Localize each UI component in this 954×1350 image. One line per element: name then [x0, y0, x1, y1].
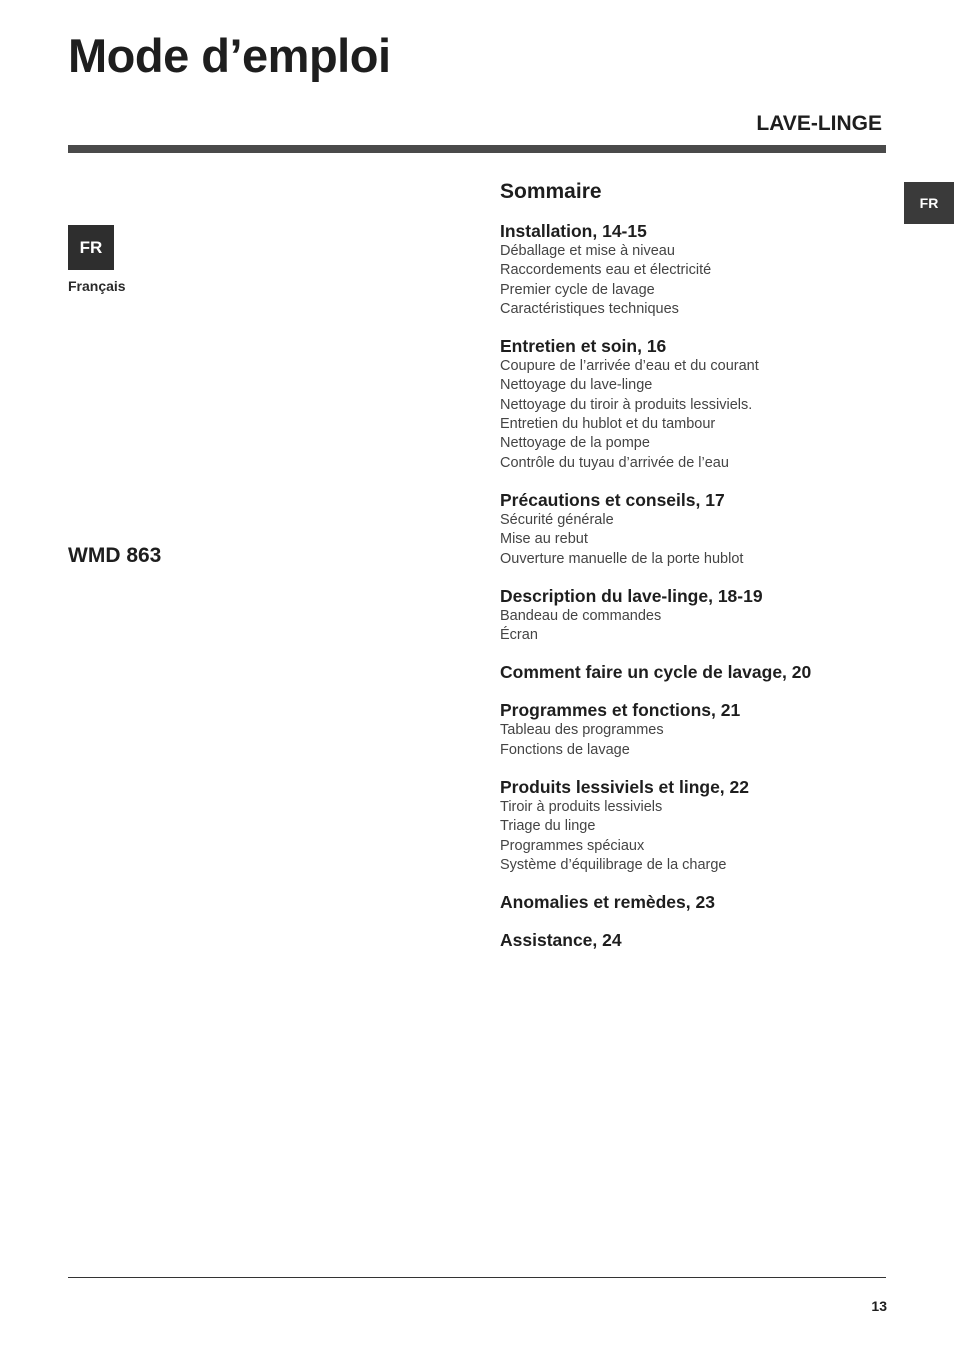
toc-item: Bandeau de commandes [500, 607, 662, 624]
toc-section-cycle [500, 662, 890, 683]
table-of-contents [500, 180, 890, 968]
toc-section-precautions [500, 490, 890, 569]
toc-section-description [500, 586, 890, 646]
toc-item: Nettoyage de la pompe [500, 435, 650, 452]
toc-item: Programmes spéciaux [500, 837, 645, 854]
toc-heading[interactable]: Comment faire un cycle de lavage, 20 [500, 662, 812, 683]
toc-section-produits [500, 777, 890, 875]
toc-section-assistance [500, 930, 890, 951]
toc-item: Tiroir à produits lessiviels [500, 799, 663, 816]
toc-item: Tableau des programmes [500, 722, 664, 739]
language-side-tab: FR [904, 182, 954, 224]
toc-item: Système d’équilibrage de la charge [500, 856, 727, 873]
toc-heading[interactable]: Entretien et soin, 16 [500, 336, 667, 357]
toc-item: Coupure de l’arrivée d’eau et du courant [500, 358, 759, 375]
toc-heading[interactable]: Installation, 14-15 [500, 221, 647, 241]
toc-section-entretien [500, 336, 890, 473]
toc-item: Nettoyage du lave-linge [500, 377, 653, 394]
toc-heading[interactable]: Produits lessiviels et linge, 22 [500, 777, 749, 798]
toc-item: Triage du linge [500, 818, 596, 835]
toc-heading[interactable]: Anomalies et remèdes, 23 [500, 892, 715, 913]
toc-heading[interactable]: Description du lave-linge, 18-19 [500, 585, 763, 606]
toc-item: Contrôle du tuyau d’arrivée de l’eau [500, 454, 729, 471]
toc-item: Fonctions de lavage [500, 741, 630, 758]
model-number: WMD 863 [68, 544, 162, 567]
footer-divider [68, 1277, 886, 1278]
toc-section-anomalies [500, 892, 890, 913]
product-type: LAVE-LINGE [756, 112, 882, 135]
toc-item: Raccordements eau et électricité [500, 262, 712, 279]
toc-item: Sécurité générale [500, 511, 614, 528]
toc-section-installation [500, 221, 890, 319]
toc-item: Nettoyage du tiroir à produits lessiviels. [500, 396, 753, 413]
toc-item: Entretien du hublot et du tambour [500, 416, 716, 433]
toc-heading[interactable]: Assistance, 24 [500, 930, 622, 951]
toc-item: Caractéristiques techniques [500, 300, 679, 317]
toc-item: Déballage et mise à niveau [500, 243, 675, 259]
toc-heading[interactable]: Précautions et conseils, 17 [500, 489, 725, 510]
page-number: 13 [871, 1298, 887, 1314]
header-divider [68, 145, 886, 153]
toc-title: Sommaire [500, 180, 602, 203]
toc-section-programmes [500, 700, 890, 760]
toc-heading[interactable]: Programmes et fonctions, 21 [500, 700, 741, 721]
language-badge: FR [68, 225, 114, 270]
language-name: Français [68, 278, 126, 294]
toc-item: Ouverture manuelle de la porte hublot [500, 550, 744, 567]
page-title: Mode d’emploi [68, 29, 391, 82]
toc-item: Écran [500, 627, 538, 644]
toc-item: Premier cycle de lavage [500, 281, 655, 298]
toc-item: Mise au rebut [500, 531, 588, 548]
